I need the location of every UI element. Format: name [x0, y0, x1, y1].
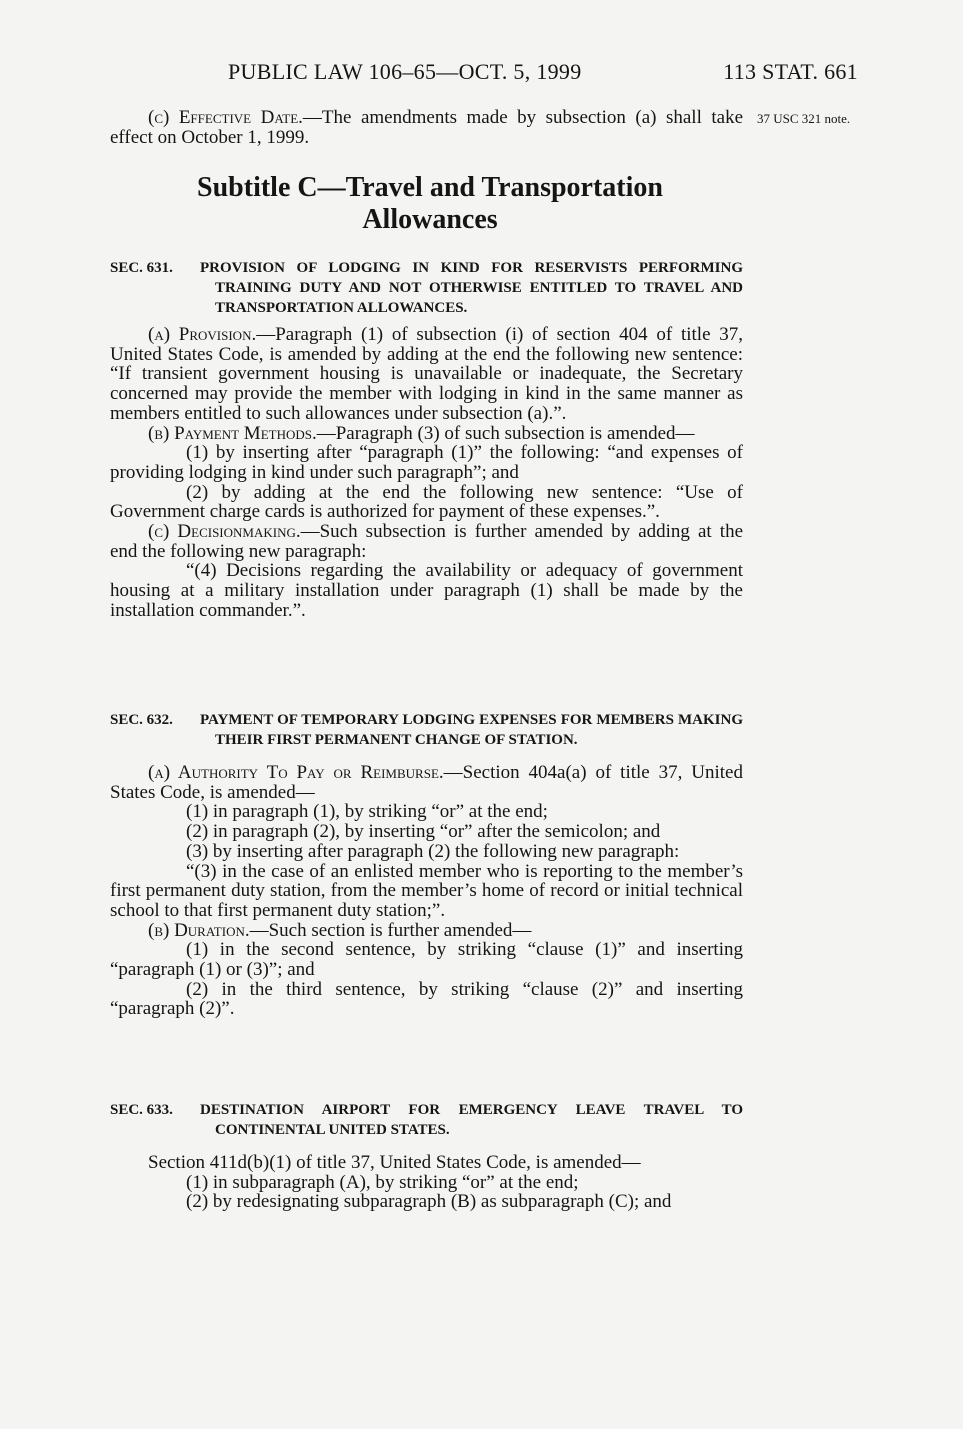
section-632-number: SEC. 632. — [110, 712, 173, 728]
section-632-a-text: —Section 404a(a) of title 37, United States Code, is amended— — [110, 762, 743, 803]
section-633-number: SEC. 633. — [110, 1102, 173, 1118]
section-632-a-label: (a) Authority To Pay or Reimburse. — [148, 762, 444, 783]
section-631-title: PROVISION OF LODGING IN KIND FOR RESERVISTS PERFORMING TRAINING DUTY AND NOT OTHERWISE ENTITLED TO TRAVEL AND TRANSPORTATION ALLOWANCES. — [200, 260, 743, 316]
subtitle-heading — [110, 172, 730, 236]
section-632-b-label: (b) Duration. — [148, 919, 250, 941]
section-633-intro-text: Section 411d(b)(1) of title 37, United States Code, is amended— — [148, 1152, 641, 1173]
section-633-2-text: (2) by redesignating subparagraph (B) as subparagraph (C); and — [186, 1191, 672, 1213]
section-633-1 — [110, 1173, 743, 1193]
section-631-c-label: (c) Decisionmaking. — [148, 521, 301, 543]
section-631-b-label: (b) Payment Methods. — [148, 422, 317, 444]
section-631-b-text: —Paragraph (3) of such subsection is amended— — [316, 422, 695, 444]
section-631-c-quote-text: “(4) Decisions regarding the availability or adequacy of government housing at a military installation under paragraph (1) shall be made by the installation commander.”. — [110, 560, 743, 621]
effective-date-text: —The amendments made by subsection (a) shall take effect on October 1, 1999. — [110, 107, 744, 148]
section-632-b-2-text: (2) in the third sentence, by striking “clause (2)” and inserting “paragraph (2)”. — [110, 978, 743, 1020]
running-head-left: PUBLIC LAW 106–65—OCT. 5, 1999 — [228, 59, 582, 84]
section-632-b-1 — [110, 940, 743, 979]
section-631-b-1-text: (1) by inserting after “paragraph (1)” the following: “and expenses of providing lodging in kind under such paragraph”; and — [110, 442, 743, 483]
section-632-a-3 — [110, 842, 743, 862]
section-632-heading — [110, 710, 743, 750]
section-633-intro — [110, 1153, 743, 1173]
subtitle-line-2: Allowances — [362, 204, 498, 235]
section-631-heading — [110, 258, 743, 318]
section-631-c-quote — [110, 561, 743, 620]
section-631-b-1 — [110, 443, 743, 482]
section-632-a-3-text: (3) by inserting after paragraph (2) the following new paragraph: — [186, 840, 680, 862]
effective-date-label: (c) Effective Date. — [148, 107, 303, 128]
running-head-right: 113 STAT. 661 — [723, 59, 858, 84]
section-632-b-2 — [110, 980, 743, 1019]
section-631-b-2 — [110, 483, 743, 522]
section-632-title: PAYMENT OF TEMPORARY LODGING EXPENSES FOR MEMBERS MAKING THEIR FIRST PERMANENT CHANGE OF STATION. — [200, 712, 743, 748]
section-631-b — [110, 424, 743, 444]
section-632-a-quote-text: “(3) in the case of an enlisted member who is reporting to the member’s first permanent duty station, from the member’s home of record or initial technical school to that first permanent duty station;”. — [110, 860, 743, 921]
section-633-title: DESTINATION AIRPORT FOR EMERGENCY LEAVE TRAVEL TO CONTINENTAL UNITED STATES. — [200, 1102, 743, 1138]
section-632-b-1-text: (1) in the second sentence, by striking “clause (1)” and inserting “paragraph (1) or (3)”; and — [110, 939, 743, 981]
section-633-heading — [110, 1100, 743, 1140]
section-633 — [110, 1100, 743, 1212]
subtitle-line-1: Subtitle C—Travel and Transportation — [197, 172, 663, 203]
section-633-2 — [110, 1192, 743, 1212]
section-632-b-text: —Such section is further amended— — [249, 919, 532, 941]
section-632-a — [110, 763, 743, 802]
section-631-a — [110, 325, 743, 424]
section-632-a-quote — [110, 862, 743, 921]
section-633-1-text: (1) in subparagraph (A), by striking “or” at the end; — [186, 1171, 579, 1193]
section-631-a-label: (a) Provision. — [148, 324, 257, 345]
effective-date-block — [110, 108, 743, 147]
section-632-a-2 — [110, 822, 743, 842]
section-631-c-text: —Such subsection is further amended by adding at the end the following new paragraph: — [110, 521, 743, 562]
section-631-number: SEC. 631. — [110, 260, 173, 276]
section-631-a-text: —Paragraph (1) of subsection (i) of section 404 of title 37, United States Code, is amended by adding at the end the following new sentence: “If transient government housing is unavailable or inadequate, the Secretary concerned may provide the member with lodging in kind in the same manner as members entitled to such allowances under subsection (a).”. — [110, 324, 743, 424]
section-632-a-1-text: (1) in paragraph (1), by striking “or” at the end; — [186, 801, 548, 823]
section-631-c — [110, 522, 743, 561]
section-632 — [110, 710, 743, 1019]
section-631-b-2-text: (2) by adding at the end the following new sentence: “Use of Government charge cards is authorized for payment of these expenses.”. — [110, 481, 743, 523]
section-632-a-1 — [110, 802, 743, 822]
section-632-b — [110, 921, 743, 941]
section-631 — [110, 258, 743, 621]
section-632-a-2-text: (2) in paragraph (2), by inserting “or” after the semicolon; and — [186, 821, 661, 843]
effective-date-paragraph — [110, 108, 743, 147]
margin-citation-note: 37 USC 321 note. — [757, 111, 851, 126]
